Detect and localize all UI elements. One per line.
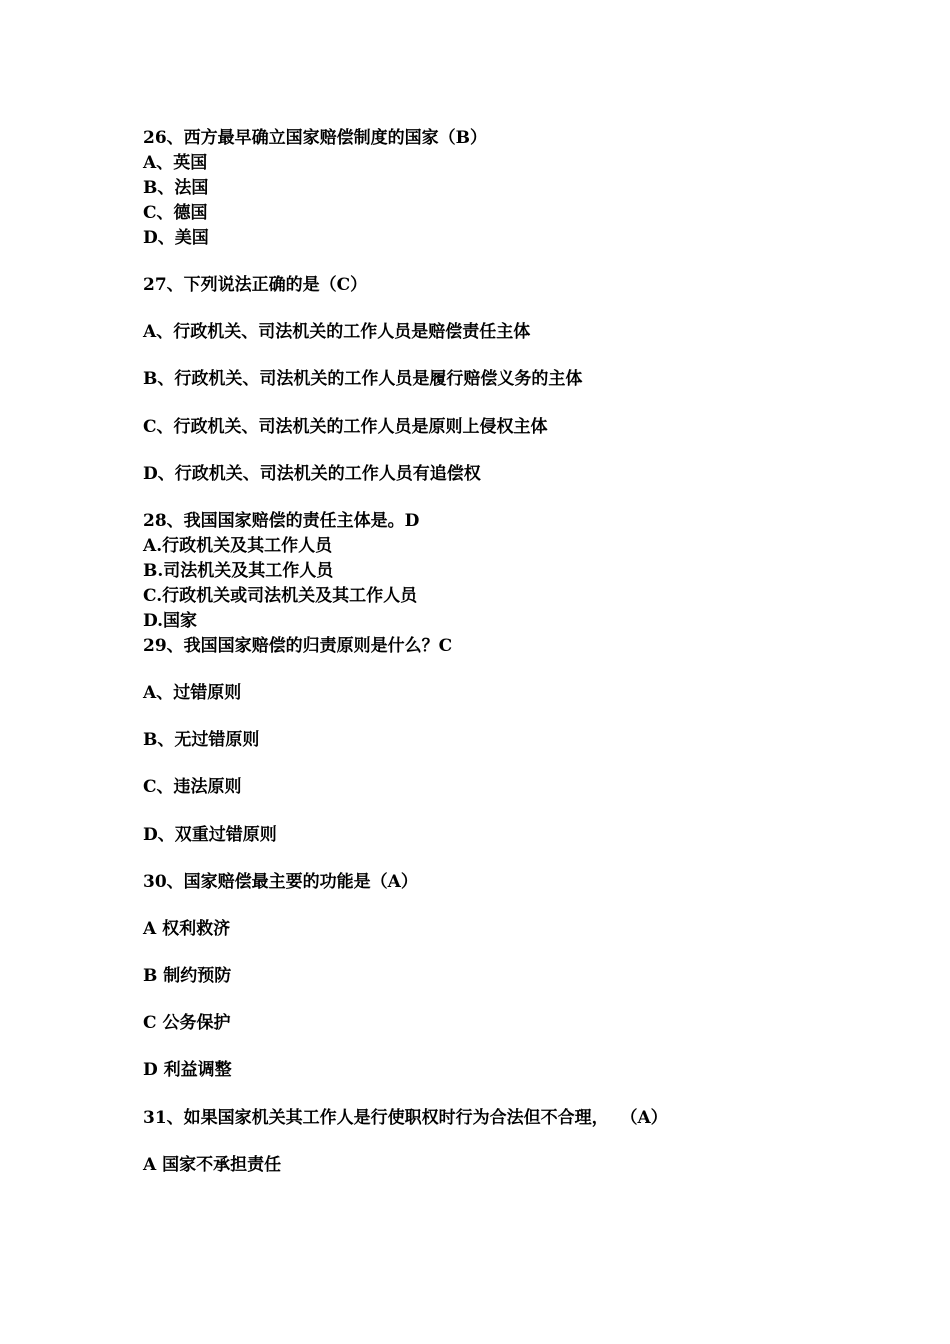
question-26-option-c: C、德国: [143, 203, 208, 223]
question-29-option-c: C、违法原则: [143, 777, 242, 797]
question-30-option-c: C 公务保护: [143, 1013, 231, 1033]
question-30-option-d: D 利益调整: [143, 1060, 232, 1080]
question-26-option-d: D、美国: [143, 228, 209, 248]
question-28-stem: 28、我国国家赔偿的责任主体是。D: [143, 511, 420, 531]
question-30-stem: 30、国家赔偿最主要的功能是（A）: [143, 872, 418, 892]
question-31-option-a: A 国家不承担责任: [143, 1155, 282, 1175]
question-27-option-b: B、行政机关、司法机关的工作人员是履行赔偿义务的主体: [143, 369, 583, 389]
question-28-option-a: A.行政机关及其工作人员: [143, 536, 333, 556]
question-27-option-a: A、行政机关、司法机关的工作人员是赔偿责任主体: [143, 322, 531, 342]
question-26-stem: 26、西方最早确立国家赔偿制度的国家（B）: [143, 128, 488, 148]
question-29-option-b: B、无过错原则: [143, 730, 260, 750]
question-26-option-b: B、法国: [143, 178, 209, 198]
question-29-option-d: D、双重过错原则: [143, 825, 277, 845]
question-30-option-a: A 权利救济: [143, 919, 231, 939]
question-31-stem: 31、如果国家机关其工作人是行使职权时行为合法但不合理， （A）: [143, 1108, 668, 1128]
question-28-option-b: B.司法机关及其工作人员: [143, 561, 334, 581]
question-27-stem: 27、下列说法正确的是（C）: [143, 275, 368, 295]
question-26-option-a: A、英国: [143, 153, 208, 173]
question-28-option-d: D.国家: [143, 611, 198, 631]
question-27-option-d: D、行政机关、司法机关的工作人员有追偿权: [143, 464, 481, 484]
question-28-option-c: C.行政机关或司法机关及其工作人员: [143, 586, 418, 606]
question-30-option-b: B 制约预防: [143, 966, 232, 986]
question-29-option-a: A、过错原则: [143, 683, 242, 703]
question-27-option-c: C、行政机关、司法机关的工作人员是原则上侵权主体: [143, 417, 548, 437]
question-29-stem: 29、我国国家赔偿的归责原则是什么？C: [143, 636, 453, 656]
